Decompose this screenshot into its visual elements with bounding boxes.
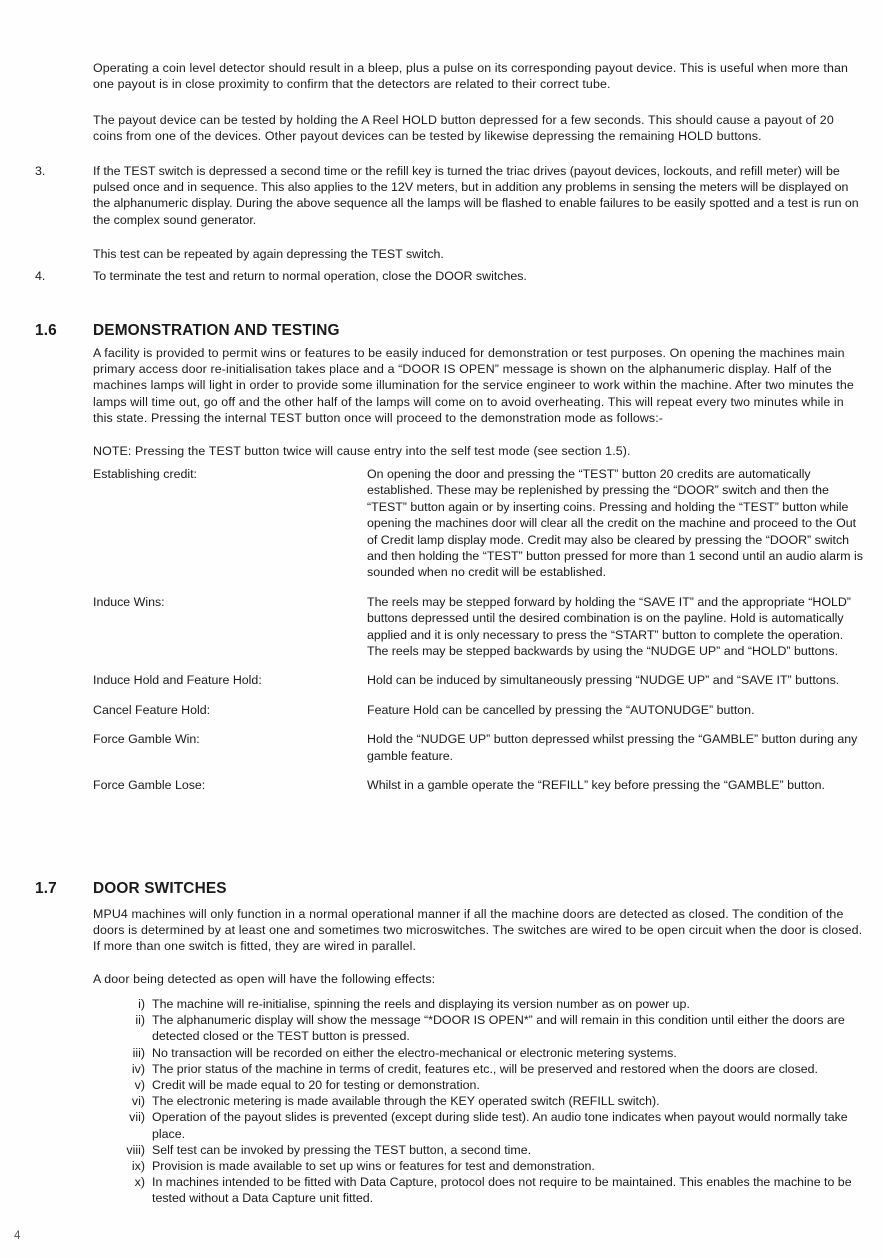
list-item (103, 1158, 873, 1174)
numbered-item-3-marker: 3. (35, 164, 46, 178)
list-item-text: The alphanumeric display will show the message “*DOOR IS OPEN*” and will remain in this condition until either the doors are detected closed or the TEST button is pressed. (152, 1013, 845, 1044)
list-item-text: In machines intended to be fitted with Data Capture, protocol does not require to be maintained. This enables the machine to be tested without a Data Capture unit fitted. (152, 1175, 852, 1206)
definition-row-force-gamble-lose (93, 777, 871, 793)
numbered-item-3-text: If the TEST switch is depressed a second time or the refill key is turned the triac drives (payout devices, lockouts, and refill meter) will be pulsed once and in sequence. This also applies to the 12V meters, but in addition any problems in sensing the meters will be displayed on the alphanumeric display. During the above sequence all the lamps will be flashed to enable failures to be easily spotted and a test is run on the complex sound generator. (93, 164, 859, 227)
numbered-item-4-marker: 4. (35, 269, 46, 283)
list-item-text: Self test can be invoked by pressing the TEST button, a second time. (152, 1142, 532, 1157)
numbered-item-continuation-text: This test can be repeated by again depressing the TEST switch. (93, 247, 444, 261)
intro-paragraph-2: The payout device can be tested by holding the A Reel HOLD button depressed for a few seconds. This should cause a payout of 20 coins from one of the devices. Other payout devices can be tested by likewise depressing the remaining HOLD buttons. (93, 113, 834, 144)
section-1-7-heading (35, 880, 635, 898)
definition-label: Cancel Feature Hold: (93, 702, 211, 717)
section-1-7-number: 1.7 (35, 880, 57, 897)
list-item-text: The prior status of the machine in terms of credit, features etc., will be preserved and restored when the doors are closed. (152, 1061, 818, 1076)
demonstration-definition-table (93, 466, 871, 807)
list-item-text: Operation of the payout slides is prevented (except during slide test). An audio tone indicates when payout would normally take place. (152, 1110, 848, 1141)
definition-label: Induce Hold and Feature Hold: (93, 673, 262, 688)
definition-row-induce-wins (93, 594, 871, 660)
definition-label: Force Gamble Win: (93, 732, 200, 747)
list-item-marker: iii) (132, 1045, 145, 1060)
numbered-item-3 (35, 163, 867, 228)
section-1-6-body: A facility is provided to permit wins or features to be easily induced for demonstration or test purposes. On opening the machines main primary access door re-initialisation takes place and a “DOOR IS OPEN” message is shown on the alphanumeric display. Half of the machines lamps will light in order to provide some illumination for the service engineer to work within the machine. After two minutes the lamps will time out, go off and the other half of the lamps will come on to avoid overheating. This will repeat every two minutes while in this state. Pressing the internal TEST button once will proceed to the demonstration mode as follows:- (93, 346, 854, 425)
definition-label: Force Gamble Lose: (93, 778, 206, 793)
section-1-6-note: NOTE: Pressing the TEST button twice will cause entry into the self test mode (see section 1.5). (93, 444, 631, 458)
definition-description: Hold the “NUDGE UP” button depressed whilst pressing the “GAMBLE” button during any gamble feature. (367, 732, 858, 763)
list-item (103, 1077, 873, 1093)
definition-description: The reels may be stepped forward by holding the “SAVE IT” and the appropriate “HOLD” buttons depressed until the desired combination is on the payline. Hold is automatically applied and it is only necessary to press the “START” button to complete the operation. The reels may be stepped backwards by using the “NUDGE UP” and “HOLD” buttons. (367, 594, 851, 659)
definition-row-cancel-feature-hold (93, 702, 871, 718)
intro-paragraph-1: Operating a coin level detector should result in a bleep, plus a pulse on its corresponding payout device. This is useful when more than one payout is in close proximity to confirm that the detectors are related to their correct tube. (93, 61, 849, 92)
list-item-text: Credit will be made equal to 20 for testing or demonstration. (152, 1078, 480, 1093)
numbered-item-4-text: To terminate the test and return to normal operation, close the DOOR switches. (93, 269, 527, 283)
definition-label: Establishing credit: (93, 467, 197, 481)
list-item-text: The machine will re-initialise, spinning the reels and displaying its version number as on power up. (152, 997, 690, 1011)
list-item-marker: vii) (129, 1110, 145, 1125)
list-item (103, 1012, 873, 1044)
section-1-6-title: DEMONSTRATION AND TESTING (93, 322, 340, 339)
list-item (103, 996, 873, 1012)
list-item-text: The electronic metering is made available through the KEY operated switch (REFILL switch). (152, 1094, 660, 1109)
list-item-marker: i) (138, 997, 145, 1011)
definition-row-force-gamble-win (93, 731, 871, 764)
numbered-item-4 (35, 268, 867, 284)
list-item-marker: iv) (131, 1061, 145, 1076)
page-number: 4 (14, 1230, 21, 1242)
list-item (103, 1093, 873, 1109)
list-item-marker: x) (134, 1175, 145, 1190)
list-item (103, 1142, 873, 1158)
definition-description: Feature Hold can be cancelled by pressing the “AUTONUDGE” button. (367, 702, 755, 717)
section-1-7-body: MPU4 machines will only function in a normal operational manner if all the machine doors are detected as closed. The condition of the doors is determined by at least one and sometimes two microswitches. The switches are wired to be open circuit when the door is closed. If more than one switch is fitted, they are wired in parallel. (93, 907, 863, 954)
door-open-effects-list (103, 996, 873, 1207)
section-1-7-lead-in: A door being detected as open will have the following effects: (93, 972, 436, 986)
list-item-text: Provision is made available to set up wins or features for test and demonstration. (152, 1159, 595, 1174)
list-item-marker: ix) (131, 1159, 145, 1174)
definition-row-induce-hold-and-feature-hold (93, 672, 871, 688)
list-item (103, 1109, 873, 1141)
definition-row-establishing-credit (93, 466, 871, 581)
definition-description: On opening the door and pressing the “TEST” button 20 credits are automatically established. These may be replenished by pressing the “DOOR” switch and then the “TEST” button again or by inserting coins. Pressing and holding the “TEST” button while opening the machines door will clear all the credit on the machine and proceed to the Out of Credit lamp display mode. Credit may also be cleared by pressing the “DOOR” switch and then holding the “TEST” button pressed for more than 1 second until an audio alarm is sounded when no credit will be established. (367, 467, 863, 580)
numbered-item-3-continuation (35, 246, 867, 262)
definition-description: Whilst in a gamble operate the “REFILL” key before pressing the “GAMBLE” button. (367, 778, 825, 793)
list-item (103, 1045, 873, 1061)
list-item-text: No transaction will be recorded on either the electro-mechanical or electronic metering systems. (152, 1045, 677, 1060)
definition-label: Induce Wins: (93, 594, 165, 609)
list-item-marker: ii) (135, 1013, 145, 1028)
section-1-6-number: 1.6 (35, 322, 57, 339)
list-item-marker: viii) (126, 1142, 145, 1157)
section-1-7-title: DOOR SWITCHES (93, 880, 227, 897)
list-item (103, 1061, 873, 1077)
section-1-6-heading (35, 322, 635, 340)
list-item (103, 1174, 873, 1206)
list-item-marker: vi) (131, 1094, 145, 1109)
list-item-marker: v) (134, 1078, 145, 1093)
definition-description: Hold can be induced by simultaneously pressing “NUDGE UP” and “SAVE IT” buttons. (367, 673, 840, 688)
